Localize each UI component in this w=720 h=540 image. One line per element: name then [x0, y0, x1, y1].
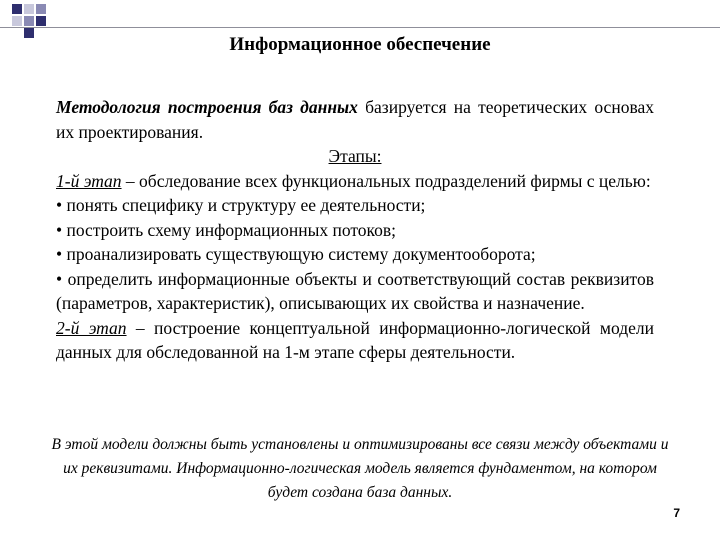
- stages-heading: Этапы:: [328, 146, 382, 166]
- bullet-item: • определить информационные объекты и соответствующий состав реквизитов (параметров, характеристик), описывающих их свойства и назначение.: [56, 268, 654, 313]
- page-number: 7: [673, 506, 680, 520]
- bullet-item: • построить схему информационных потоков;: [56, 219, 397, 240]
- stage-2-text: – построение концептуальной информационно-логической модели данных для обследованной на 1-м этапе сферы деятельности.: [56, 317, 655, 362]
- header-rule: [0, 27, 720, 28]
- decor-square-3: [36, 4, 46, 14]
- stage-1-text: – обследование всех функциональных подразделений фирмы с целью:: [121, 170, 651, 191]
- decor-square-5: [24, 16, 34, 26]
- slide-title: Информационное обеспечение: [229, 34, 491, 55]
- decor-square-4: [12, 16, 22, 26]
- intro-rest: базируется на теоретических основах их проектирования.: [56, 97, 654, 142]
- stage-1-label: 1-й этап: [56, 170, 122, 191]
- decor-square-6: [36, 16, 46, 26]
- intro-lead: Методология построения баз данных: [56, 97, 358, 117]
- bullet-item: • проанализировать существующую систему документооборота;: [56, 244, 536, 264]
- decor-square-2: [24, 4, 34, 14]
- slide-body: [56, 95, 654, 365]
- bullet-item: • понять специфику и структуру ее деятельности;: [56, 195, 426, 215]
- decor-square-1: [12, 4, 22, 14]
- stage-1: [56, 169, 654, 194]
- stage-2-label: 2-й этап: [56, 317, 127, 338]
- note-text: В этой модели должны быть установлены и оптимизированы все связи между объектами и их реквизитами. Информационно-логическая модель является фундаментом, на котором будет создана база данных.: [51, 436, 669, 501]
- stage-2: [56, 316, 654, 365]
- intro-paragraph: [56, 95, 654, 144]
